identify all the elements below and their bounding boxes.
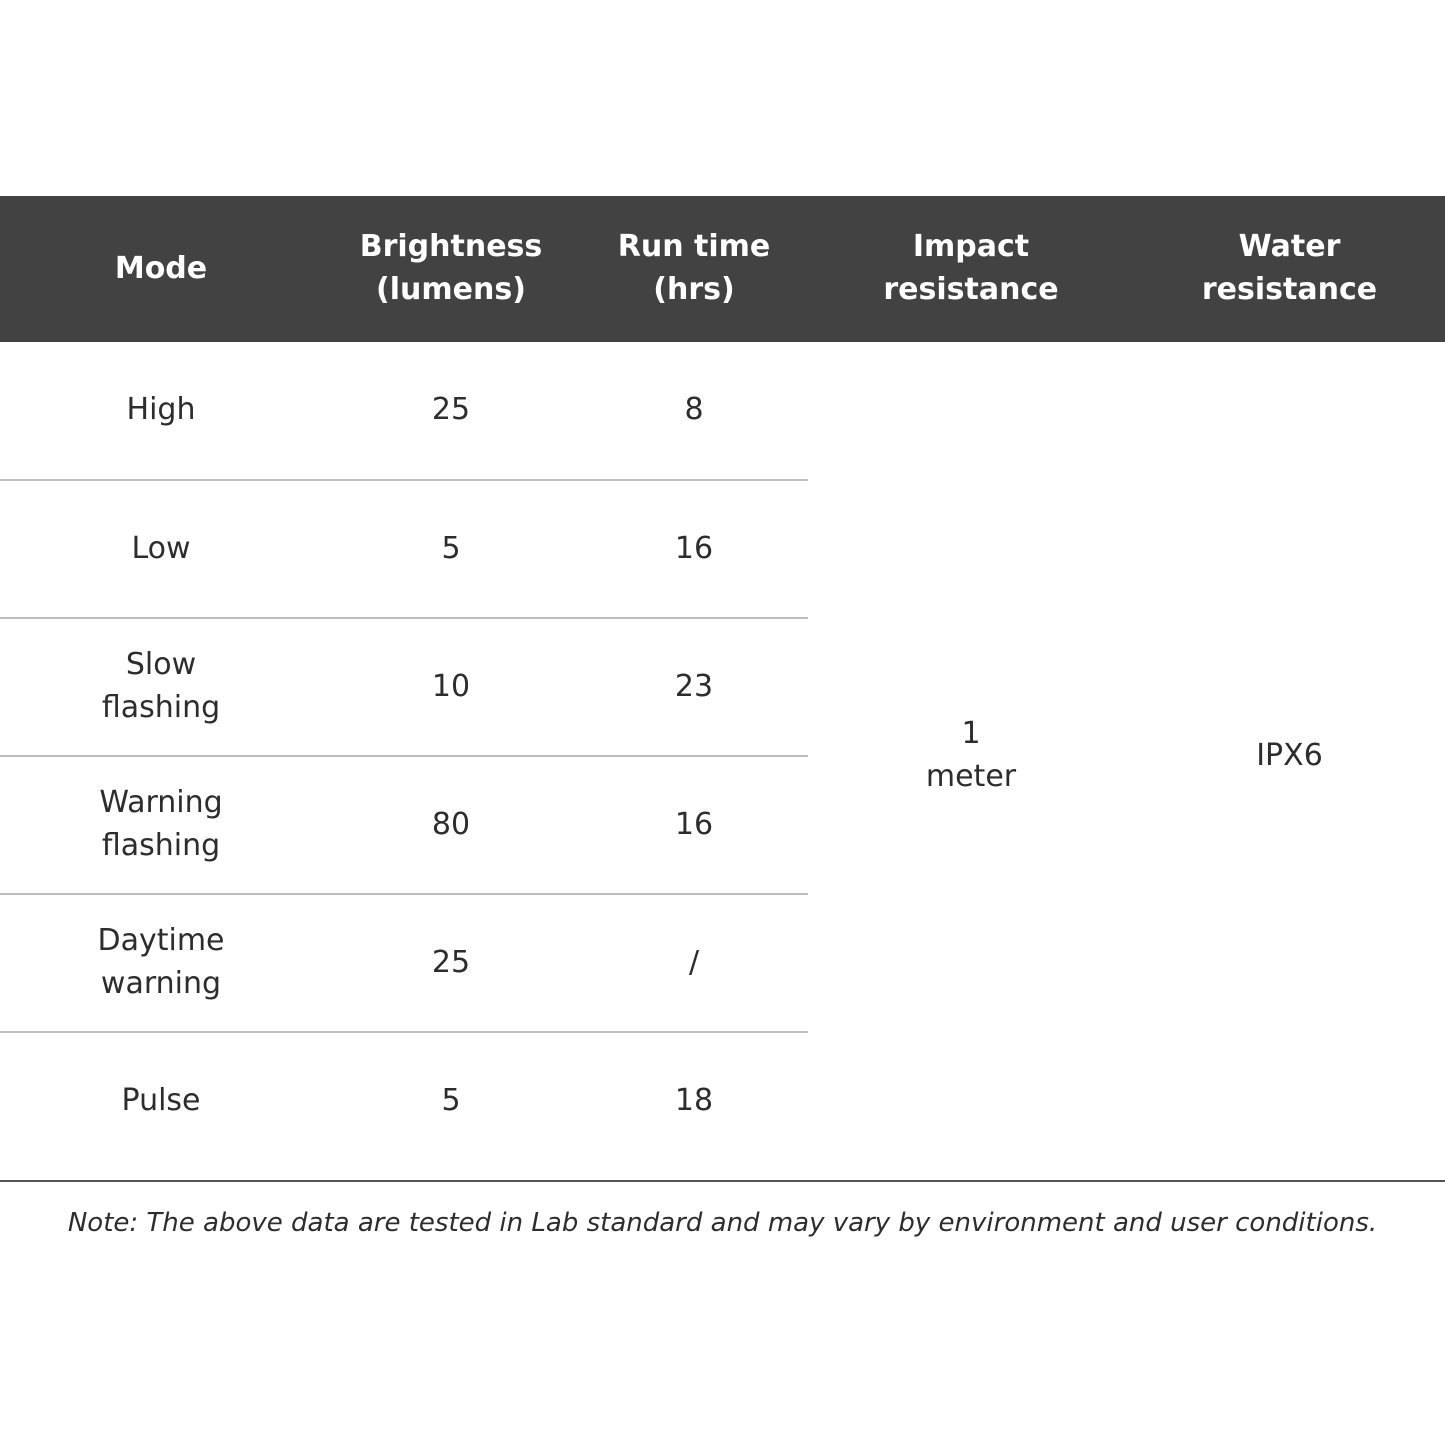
column-header-run-time: Run time (hrs) (617, 229, 771, 307)
column-header-water-resistance: Water resistance (1201, 229, 1378, 307)
cell-runtime: 16 (580, 480, 808, 618)
cell-mode: Slow flashing (0, 618, 322, 756)
column-header-impact-resistance: Impact resistance (883, 229, 1059, 307)
cell-water-resistance: IPX6 (1256, 737, 1323, 773)
table-body (0, 342, 1445, 1170)
specification-table (0, 196, 1445, 1170)
cell-mode: Daytime warning (0, 894, 322, 1032)
cell-brightness: 80 (322, 756, 580, 894)
header-row (0, 196, 1445, 342)
cell-runtime: 8 (580, 342, 808, 480)
table-header (0, 196, 1445, 342)
cell-runtime: / (580, 894, 808, 1032)
cell-runtime: 16 (580, 756, 808, 894)
cell-mode: Warning flashing (0, 756, 322, 894)
column-header-brightness: Brightness (lumens) (359, 229, 543, 307)
cell-runtime: 23 (580, 618, 808, 756)
footnote: Note: The above data are tested in Lab standard and may vary by environment and user conditions. (67, 1208, 1378, 1238)
cell-runtime: 18 (674, 1083, 714, 1119)
cell-brightness: 5 (322, 480, 580, 618)
cell-brightness: 25 (322, 894, 580, 1032)
column-header-mode: Mode (114, 250, 208, 286)
cell-mode: Low (0, 480, 322, 618)
cell-mode: High (0, 342, 322, 480)
cell-brightness: 10 (322, 618, 580, 756)
table-row (0, 342, 1445, 480)
table-bottom-divider (0, 1180, 1445, 1182)
cell-mode: Pulse (121, 1083, 201, 1119)
cell-impact-resistance: 1 meter (925, 716, 1017, 794)
cell-brightness: 5 (441, 1083, 461, 1119)
cell-brightness: 25 (322, 342, 580, 480)
